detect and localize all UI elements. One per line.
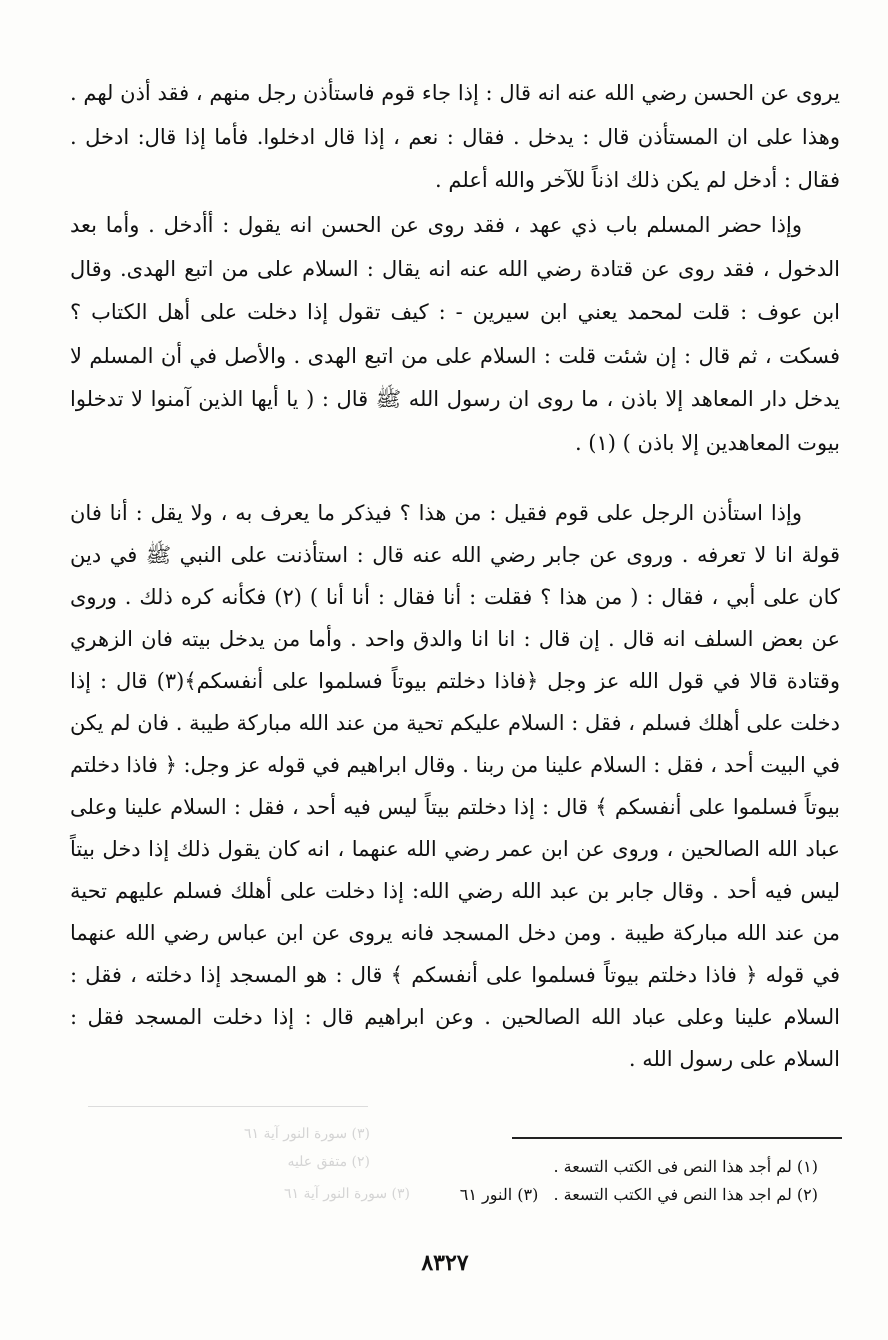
paragraph-text-3: وإذا استأذن الرجل على قوم فقيل : من هذا ؟ فيذكر ما يعرف به ، ولا يقل : أنا فان قولة انا لا تعرفه . وروى عن جابر رضي الله عنه قال : استأذنت على النبي ﷺ في دين كان على أبي ، فقال : ( من هذا ؟ فقلت : أنا فقال : أنا أنا ) (٢) فكأنه كره ذلك . وروى عن بعض السلف انه قال . إن قال : انا انا والدق واحد . وأما من يدخل بيته فان الزهري وقتادة قالا في قول الله عز وجل ﴿فاذا دخلتم بيوتاً فسلموا على أنفسكم﴾(٣) قال : إذا دخلت على أهلك فسلم ، فقل : السلام عليكم تحية من عند الله مباركة طيبة . فان لم يكن في البيت أحد ، فقل : السلام علينا من ربنا . وقال ابراهيم في قوله عز وجل: ﴿ فاذا دخلتم بيوتاً فسلموا على أنفسكم ﴾ قال : إذا دخلتم بيتاً ليس فيه أحد ، فقل : السلام علينا وعلى عباد الله الصالحين ، وروى عن ابن عمر رضي الله عنهما ، انه كان يقول ذلك إذا دخل بيتاً ليس فيه أحد . وقال جابر بن عبد الله رضي الله: إذا دخلت على أهلك فسلم عليهم تحية من عند الله مباركة طيبة . ومن دخل المسجد فانه يروى عن ابن عباس رضي الله عنهما في قوله ﴿ فاذا دخلتم بيوتاً فسلموا على أنفسكم ﴾ قال : هو المسجد إذا دخلته ، فقل : السلام علينا وعلى عباد الله الصالحين . وعن ابراهيم قال : إذا دخلت المسجد فقل : السلام على رسول الله .	[70, 501, 841, 1071]
body-paragraph-1	[70, 72, 840, 203]
bleed-through-rule	[88, 1106, 368, 1107]
paragraph-text-1: يروى عن الحسن رضي الله عنه انه قال : إذا جاء قوم فاستأذن رجل منهم ، فقد أذن لهم . وهذا على ان المستأذن قال : يدخل . فقال : نعم ، إذا قال ادخلوا. فأما إذا قال: ادخل . فقال : أدخل لم يكن ذلك اذناً للآخر والله أعلم .	[70, 81, 840, 192]
body-paragraph-2	[70, 204, 840, 465]
paragraph-text-2: وإذا حضر المسلم باب ذي عهد ، فقد روى عن الحسن انه يقول : أأدخل . وأما بعد الدخول ، فقد روى عن قتادة رضي الله عنه انه يقال : السلام على من اتبع الهدى. وقال ابن عوف : قلت لمحمد يعني ابن سيرين - : كيف تقول إذا دخلت على أهل الكتاب ؟ فسكت ، ثم قال : إن شئت قلت : السلام على من اتبع الهدى . والأصل في أن المسلم لا يدخل دار المعاهد إلا باذن ، ما روى ان رسول الله ﷺ قال : ( يا أيها الذين آمنوا لا تدخلوا بيوت المعاهدين إلا باذن ) (١) .	[70, 213, 840, 455]
footnote-3-text: (٣) النور ٦١	[459, 1185, 539, 1204]
bleed-through-text-2: (٢) متفق عليه	[287, 1154, 370, 1170]
page-number: ٨٣٢٧	[421, 1250, 469, 1276]
bleed-through-text-1: (٣) سورة النور آية ٦١	[243, 1126, 370, 1142]
footnotes	[298, 1153, 818, 1209]
footnote-divider	[512, 1137, 842, 1139]
body-paragraph-3	[70, 492, 840, 1080]
footnote-2	[298, 1181, 818, 1209]
footnote-2-text: (٢) لم اجد هذا النص في الكتب التسعة .	[553, 1185, 818, 1204]
bleed-through-text-3: (٣) سورة النور آية ٦١	[283, 1186, 410, 1202]
footnote-1: (١) لم أجد هذا النص فى الكتب التسعة .	[553, 1157, 818, 1176]
